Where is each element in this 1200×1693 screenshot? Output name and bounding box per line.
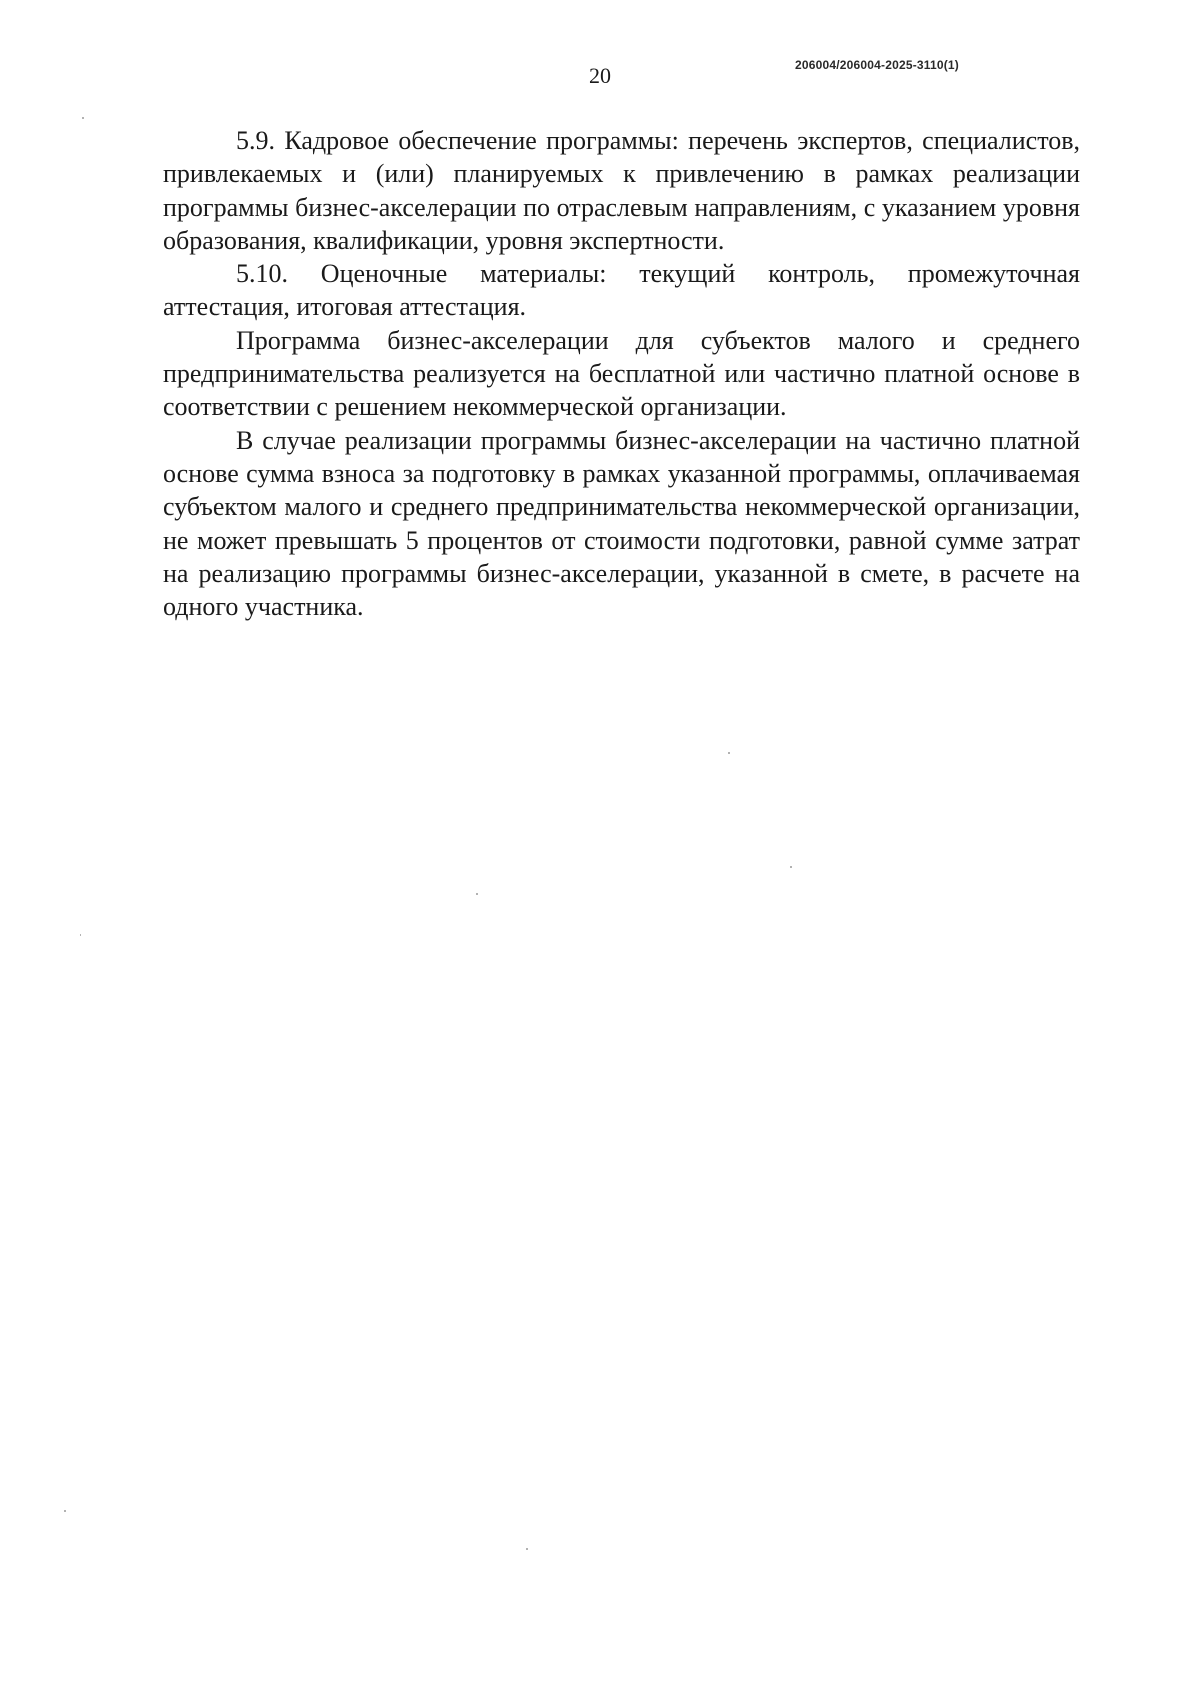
paragraph-5-10: 5.10. Оценочные материалы: текущий контроль, промежуточная аттестация, итоговая аттестация. (163, 259, 1080, 322)
paragraph-5-9: 5.9. Кадровое обеспечение программы: перечень экспертов, специалистов, привлекаемых и (или) планируемых к привлечению в рамках реализации программы бизнес-акселерации по отраслевым направлениям, с указанием уровня образования, квалификации, уровня экспертности. (163, 126, 1080, 255)
scan-speck (80, 934, 81, 936)
scan-speck (64, 1510, 66, 1512)
document-id: 206004/206004-2025-3110(1) (795, 58, 960, 72)
scan-speck (728, 752, 730, 754)
paragraph-fee-limit: В случае реализации программы бизнес-акселерации на частично платной основе сумма взноса за подготовку в рамках указанной программы, оплачиваемая субъектом малого и среднего предпринимательства некоммерческой организации, не может превышать 5 процентов от стоимости подготовки, равной сумме затрат на реализацию программы бизнес-акселерации, указанной в смете, в расчете на одного участника. (163, 425, 1080, 622)
paragraph-program-basis: Программа бизнес-акселерации для субъектов малого и среднего предпринимательства реализуется на бесплатной или частично платной основе в соответствии с решением некоммерческой организации. (163, 325, 1080, 422)
scan-speck (526, 1548, 528, 1550)
scan-speck (476, 893, 478, 895)
page-number: 20 (589, 63, 611, 88)
document-body (163, 124, 1080, 623)
scan-speck (82, 117, 84, 119)
scan-speck (790, 866, 792, 868)
